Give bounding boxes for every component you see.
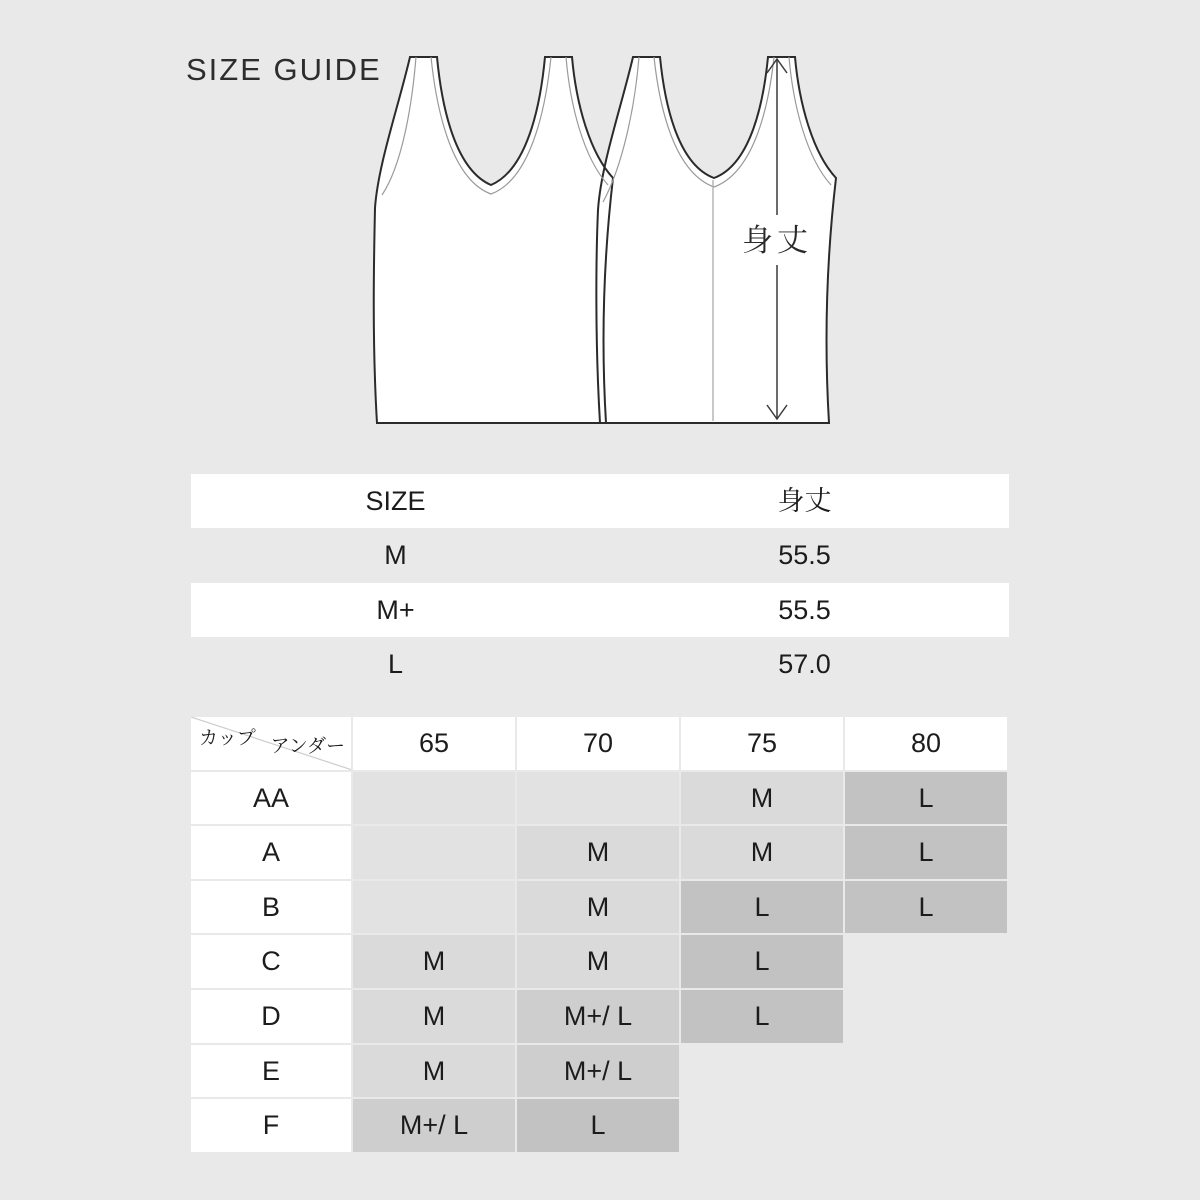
cup-size-cell — [845, 990, 1007, 1043]
size-cell: M+ — [376, 594, 415, 625]
cup-table — [191, 717, 1007, 1152]
cup-size-cell: L — [681, 990, 843, 1043]
cup-size-cell: L — [845, 826, 1007, 879]
cup-size-cell — [681, 1045, 843, 1098]
cup-size-cell: M — [517, 935, 679, 988]
length-column-header: 身丈 — [777, 486, 832, 516]
cup-size-cell — [353, 881, 515, 934]
cup-size-cell: M+/ L — [353, 1099, 515, 1152]
garment-diagram — [360, 30, 880, 450]
cup-row-label: A — [191, 826, 351, 879]
cup-size-cell: M — [517, 826, 679, 879]
cup-size-cell: L — [845, 772, 1007, 825]
cup-size-cell: M — [353, 990, 515, 1043]
size-cell: L — [387, 649, 404, 680]
cup-row-label: B — [191, 881, 351, 934]
size-column-header: SIZE — [365, 486, 426, 516]
cup-size-cell: M — [681, 826, 843, 879]
cup-size-cell: M — [681, 772, 843, 825]
cup-size-cell — [845, 935, 1007, 988]
size-table-row — [191, 637, 1009, 691]
cup-row-label: E — [191, 1045, 351, 1098]
cup-size-cell: L — [681, 935, 843, 988]
cup-size-cell — [845, 1099, 1007, 1152]
cup-size-cell: M — [353, 935, 515, 988]
cup-size-cell: L — [681, 881, 843, 934]
cup-size-cell — [845, 1045, 1007, 1098]
cup-size-cell: M+/ L — [517, 1045, 679, 1098]
length-cell: 55.5 — [778, 540, 831, 571]
length-label: 身丈 — [742, 223, 812, 258]
cup-size-cell — [353, 826, 515, 879]
cup-size-cell: M — [353, 1045, 515, 1098]
size-table-row — [191, 583, 1009, 637]
cup-size-cell: L — [517, 1099, 679, 1152]
cup-size-cell — [353, 772, 515, 825]
size-table-header — [191, 474, 1009, 528]
under-band-label: アンダー — [270, 736, 345, 757]
page-title: SIZE GUIDE — [186, 52, 382, 87]
size-cell: M — [384, 540, 407, 571]
band-column-header: 65 — [353, 717, 515, 770]
size-table-row — [191, 528, 1009, 582]
cup-size-cell: M+/ L — [517, 990, 679, 1043]
cup-size-cell: M — [517, 881, 679, 934]
cup-row-label: C — [191, 935, 351, 988]
cup-row-label: F — [191, 1099, 351, 1152]
cup-size-cell — [681, 1099, 843, 1152]
band-column-header: 75 — [681, 717, 843, 770]
size-table — [191, 474, 1009, 692]
cup-row-label: D — [191, 990, 351, 1043]
cup-label: カップ — [199, 728, 256, 749]
length-cell: 55.5 — [778, 594, 831, 625]
cup-table-corner-cell — [191, 717, 351, 770]
cup-row-label: AA — [191, 772, 351, 825]
length-cell: 57.0 — [778, 649, 831, 680]
band-column-header: 80 — [845, 717, 1007, 770]
band-column-header: 70 — [517, 717, 679, 770]
cup-size-cell: L — [845, 881, 1007, 934]
cup-size-cell — [517, 772, 679, 825]
